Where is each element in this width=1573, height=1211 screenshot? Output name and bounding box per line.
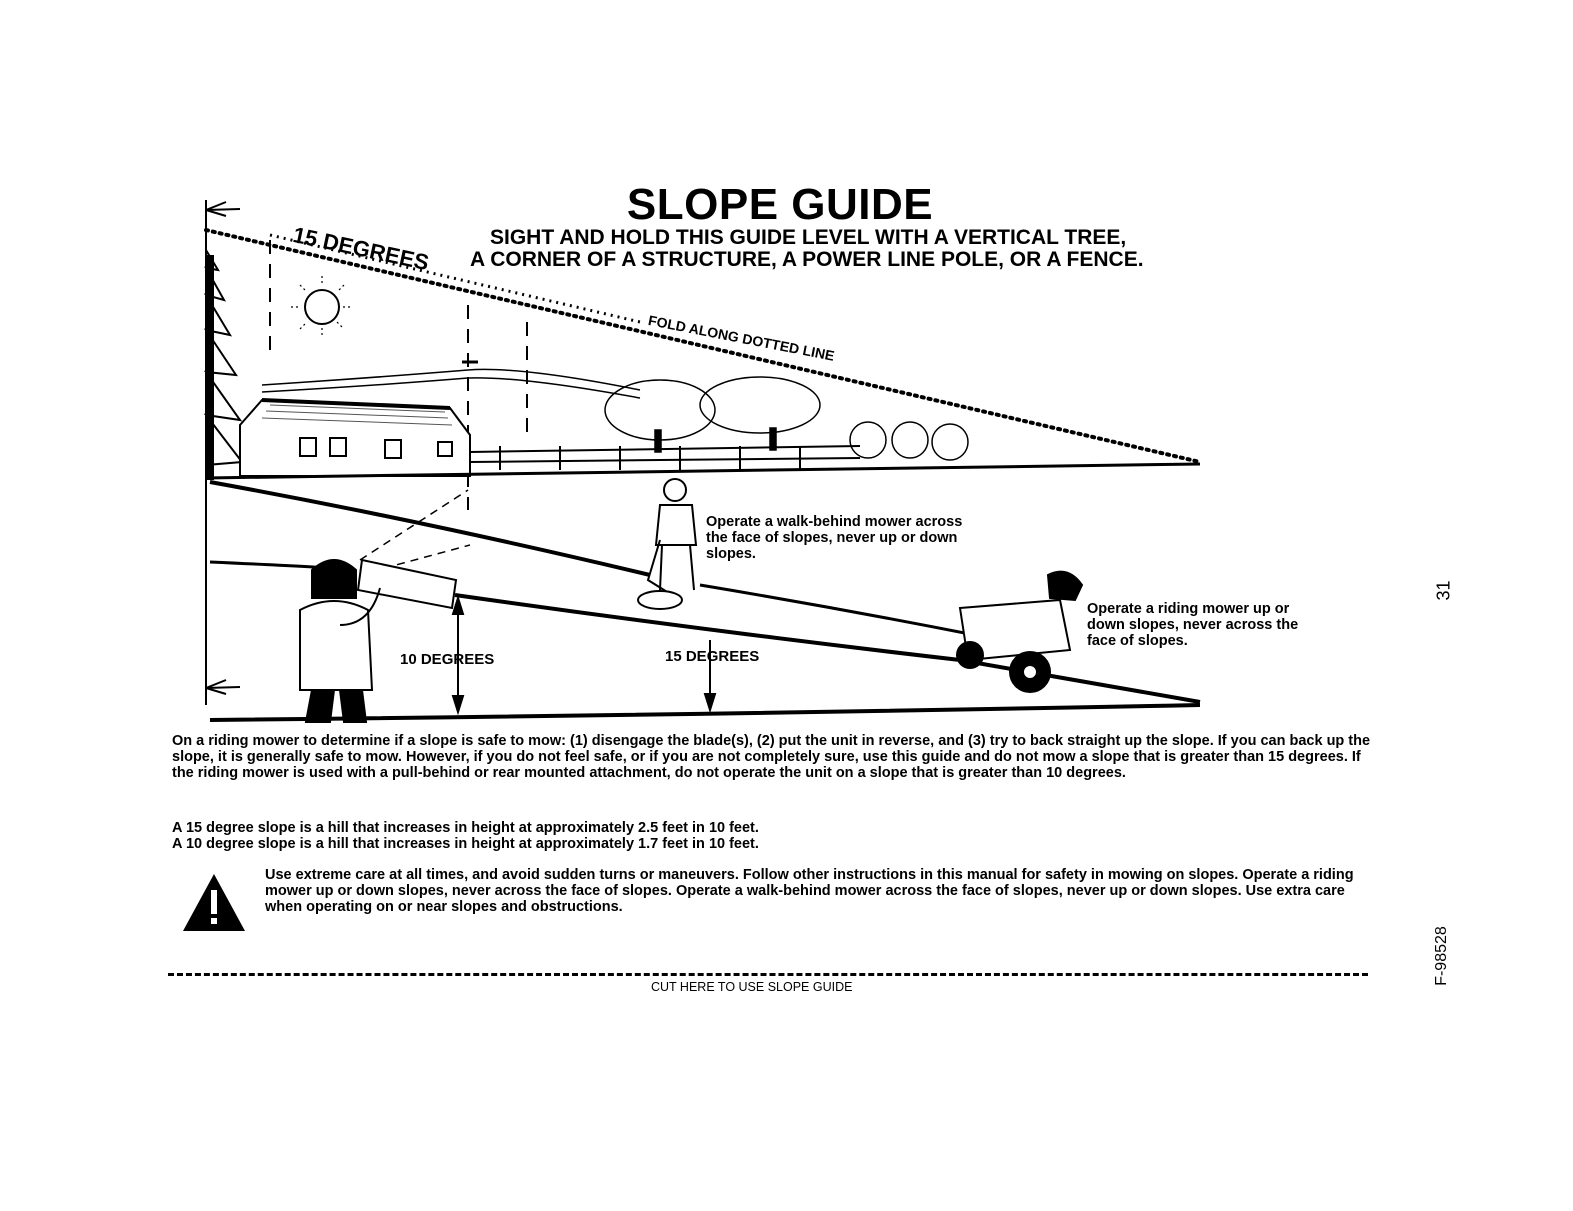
power-line — [262, 362, 640, 398]
walk-behind-caption: Operate a walk-behind mower across the face of slopes, never up or down slopes. — [706, 514, 963, 562]
house — [240, 400, 470, 476]
slope-definition-10: A 10 degree slope is a hill that increases in height at approximately 1.7 feet in 10 feet. — [172, 836, 759, 852]
fence — [470, 446, 860, 470]
slope-definition-15: A 15 degree slope is a hill that increases in height at approximately 2.5 feet in 10 feet. — [172, 820, 759, 836]
fold-line-label: FOLD ALONG DOTTED LINE — [646, 312, 836, 364]
sun-icon — [291, 276, 353, 338]
riding-mower-test-paragraph: On a riding mower to determine if a slope is safe to mow: (1) disengage the blade(s), (2) put the unit in reverse, and (3) try to back straight up the slope. If you can back up the slope, it is generally safe to mow. However, if you do not feel safe, or if you are not completely sure, use this guide and do not mow a slope that is greater than 15 degrees. If the riding mower is used with a pull-behind or rear mounted attachment, do not operate the unit on a slope that is greater than 10 degrees. — [172, 733, 1371, 781]
cut-dashed-line — [168, 973, 1368, 976]
instruction-line-1: SIGHT AND HOLD THIS GUIDE LEVEL WITH A VERTICAL TREE, — [490, 226, 1127, 249]
instruction-line-2: A CORNER OF A STRUCTURE, A POWER LINE POLE, OR A FENCE. — [470, 248, 1144, 271]
cut-here-label: CUT HERE TO USE SLOPE GUIDE — [647, 980, 856, 994]
form-number: F-98528 — [1433, 926, 1450, 986]
riding-mower-caption: Operate a riding mower up or down slopes, never across the face of slopes. — [1087, 601, 1299, 649]
fifteen-degrees-label: 15 DEGREES — [665, 648, 760, 665]
page-number: 31 — [1433, 580, 1454, 601]
ten-degrees-label: 10 DEGREES — [400, 651, 495, 668]
riding-mower-figure — [957, 572, 1082, 692]
top-angle-label: 15 DEGREES — [290, 222, 432, 276]
warning-triangle-icon — [183, 874, 245, 931]
page-title: SLOPE GUIDE — [626, 180, 934, 229]
warning-paragraph: Use extreme care at all times, and avoid sudden turns or maneuvers. Follow other instructions in this manual for safety in mowing on slopes. Operate a riding mower up or down slopes, never across the face of slopes. Operate a walk-behind mower across the face of slopes, never up or down slopes. Use extra care when operating on or near slopes and obstructions. — [265, 867, 1354, 915]
tree-left — [206, 250, 242, 480]
slope-definition-block — [172, 820, 1372, 852]
walk-behind-mower-figure — [638, 479, 696, 609]
person-sighting — [300, 560, 456, 722]
